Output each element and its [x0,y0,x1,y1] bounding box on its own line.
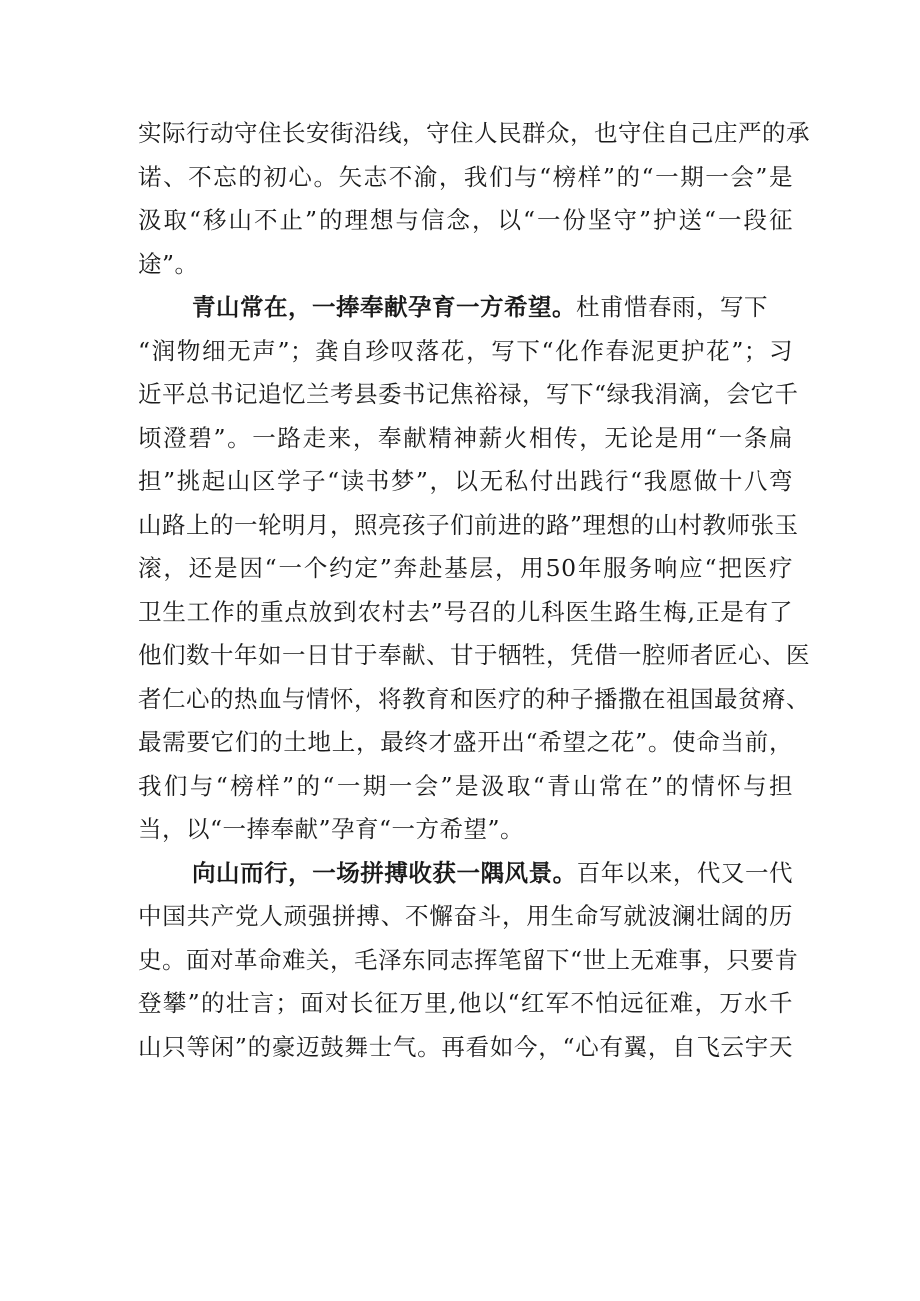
text-line: 滚，还是因“一个约定”奔赴基层，用50年服务响应“把医疗 [138,554,793,582]
paragraph-lead: 向山而行，一场拼搏收获一隅风景。 [192,858,577,887]
text-line: 他们数十年如一日甘于奉献、甘于牺牲，凭借一腔师者匠心、医 [138,641,810,669]
paragraph-1 [138,112,810,286]
text-line: “润物细无声”；龚自珍叹落花，写下“化作春泥更护花”；习 [138,336,793,365]
text-line: 山路上的一轮明月，照亮孩子们前进的路”理想的山村教师张玉 [138,510,799,539]
text-line: 近平总书记追忆兰考县委书记焦裕禄，写下“绿我涓滴，会它千 [138,380,799,408]
text-line: 诺、不忘的初心。矢志不渝，我们与“榜样”的“一期一会”是 [138,162,793,191]
text-line: 我们与“榜样”的“一期一会”是汲取“青山常在”的情怀与担 [138,771,793,800]
text-line: 登攀”的壮言；面对长征万里,他以“红军不怕远征难，万水千 [138,989,793,1017]
paragraph-first-line [138,286,793,330]
text-line: 史。面对革命难关，毛泽东同志挥笔留下“世上无难事，只要肯 [138,945,799,974]
text-line: 者仁心的热血与情怀，将教育和医疗的种子播撒在祖国最贫瘠、 [138,684,810,713]
text-line: 汲取“移山不止”的理想与信念，以“一份坚守”护送“一段征 [138,206,793,234]
paragraph-2 [138,286,810,852]
text-line: 当，以“一捧奉献”孕育“一方希望”。 [138,815,525,843]
text-line: 途”。 [138,249,199,278]
text-line: 山只等闲”的豪迈鼓舞士气。再看如今，“心有翼，自飞云宇天 [138,1032,793,1061]
text-line: 中国共产党人顽强拼搏、不懈奋斗，用生命写就波澜壮阔的历 [138,902,793,930]
text-line: 实际行动守住长安街沿线，守住人民群众，也守住自己庄严的承 [138,119,810,147]
paragraph-first-line-rest: 杜甫惜春雨，写下 [576,293,768,321]
text-line: 担”挑起山区学子“读书梦”，以无私付出践行“我愿做十八弯 [138,467,793,495]
paragraph-lead: 青山常在，一捧奉献孕育一方希望。 [192,293,576,321]
paragraph-first-line-rest: 百年以来，代又一代 [576,858,794,887]
document-page [138,112,810,1069]
text-line: 顷澄碧”。一路走来，奉献精神薪火相传，无论是用“一条扁 [138,423,793,452]
text-line: 卫生工作的重点放到农村去”号召的儿科医生路生梅,正是有了 [138,597,793,626]
paragraph-first-line [138,852,793,896]
paragraph-3 [138,852,799,1070]
text-line: 最需要它们的土地上，最终才盛开出“希望之花”。使命当前， [138,728,793,756]
